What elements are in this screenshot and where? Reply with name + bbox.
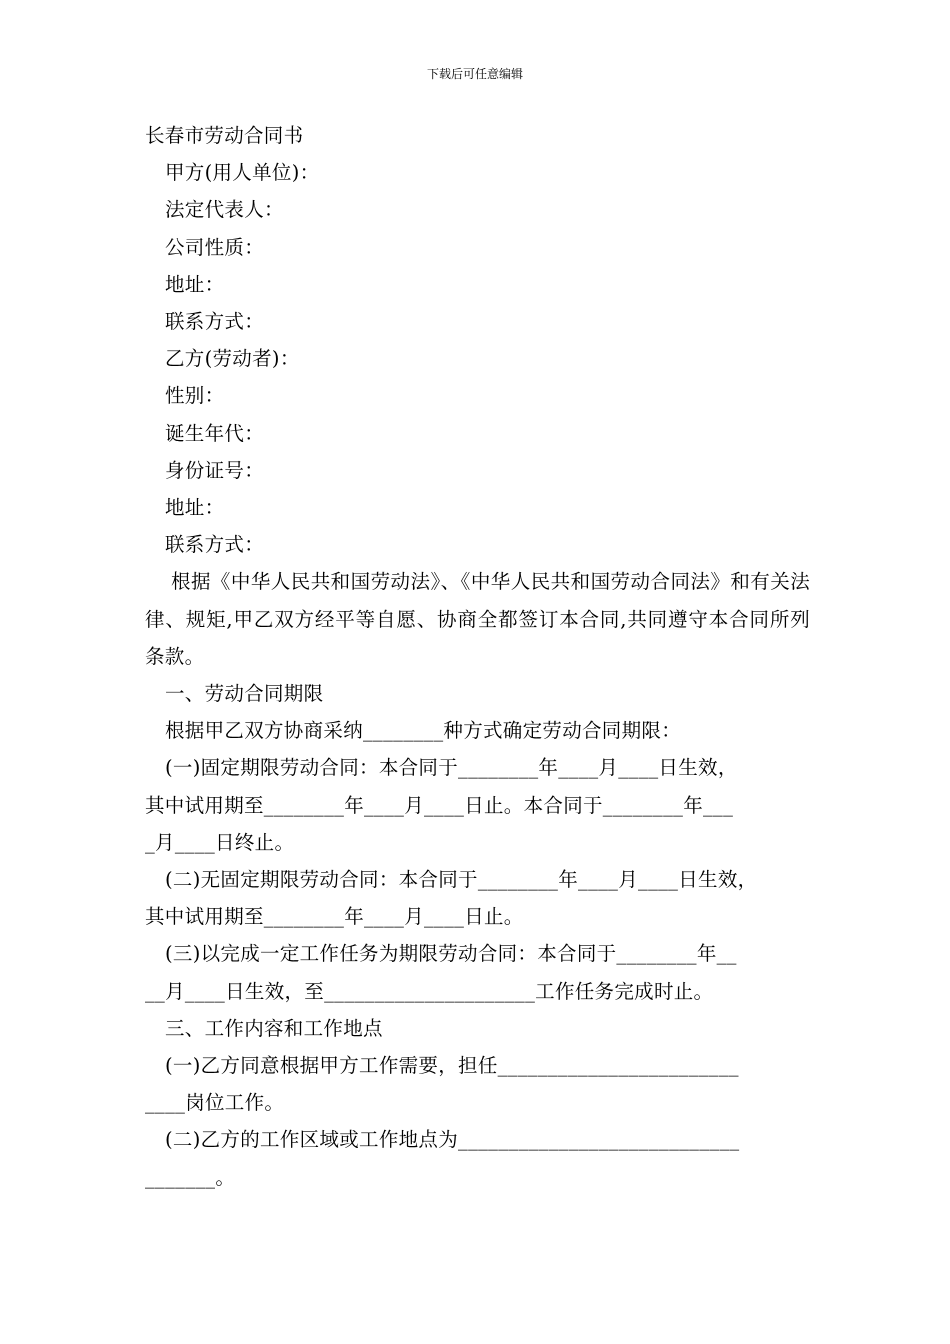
field-address-b: 地址： — [165, 496, 225, 520]
item-task-term-line1: (三)以完成一定工作任务为期限劳动合同：本合同于________年__ — [165, 942, 737, 966]
item-position-line2: ____岗位工作。 — [145, 1091, 285, 1115]
item-position-line1: (一)乙方同意根据甲方工作需要，担任________________________ — [165, 1054, 739, 1078]
section-intro-term: 根据甲乙双方协商采纳________种方式确定劳动合同期限： — [165, 719, 681, 743]
item-workplace-line1: (二)乙方的工作区域或工作地点为____________________________ — [165, 1128, 740, 1152]
contract-body — [145, 117, 810, 1196]
item-fixed-term-line2: 其中试用期至________年____月____日止。本合同于________年___ — [145, 793, 734, 817]
field-contact-a: 联系方式： — [165, 310, 265, 334]
field-address-a: 地址： — [165, 272, 225, 296]
field-party-a: 甲方(用人单位)： — [165, 161, 320, 185]
item-fixed-term-line1: (一)固定期限劳动合同：本合同于________年____月____日生效， — [165, 756, 738, 780]
section-title-term: 一、劳动合同期限 — [165, 682, 324, 706]
field-party-b: 乙方(劳动者)： — [165, 347, 300, 371]
contract-title: 长春市劳动合同书 — [145, 124, 304, 147]
item-workplace-line2: _______。 — [145, 1165, 236, 1189]
field-contact-b: 联系方式： — [165, 533, 265, 557]
item-task-term-line2: __月____日生效，至_____________________工作任务完成时止。 — [145, 979, 714, 1003]
field-company-type: 公司性质： — [165, 235, 265, 259]
header-note: 下载后可任意编辑 — [426, 67, 523, 81]
field-gender: 性别： — [165, 384, 225, 408]
item-fixed-term-line3: _月____日终止。 — [145, 830, 295, 854]
preamble-paragraph: 根据《中华人民共和国劳动法》、《中华人民共和国劳动合同法》和有关法律、规矩,甲乙双方经平等自愿、协商全都签订本合同,共同遵守本合同所列条款。 — [145, 570, 810, 668]
item-open-term-line1: (二)无固定期限劳动合同：本合同于________年____月____日生效， — [165, 868, 758, 892]
section-title-work: 三、工作内容和工作地点 — [165, 1016, 383, 1040]
field-birth: 诞生年代： — [165, 421, 265, 445]
field-legal-rep: 法定代表人： — [165, 198, 284, 222]
field-id-number: 身份证号： — [165, 458, 265, 482]
item-open-term-line2: 其中试用期至________年____月____日止。 — [145, 905, 524, 929]
